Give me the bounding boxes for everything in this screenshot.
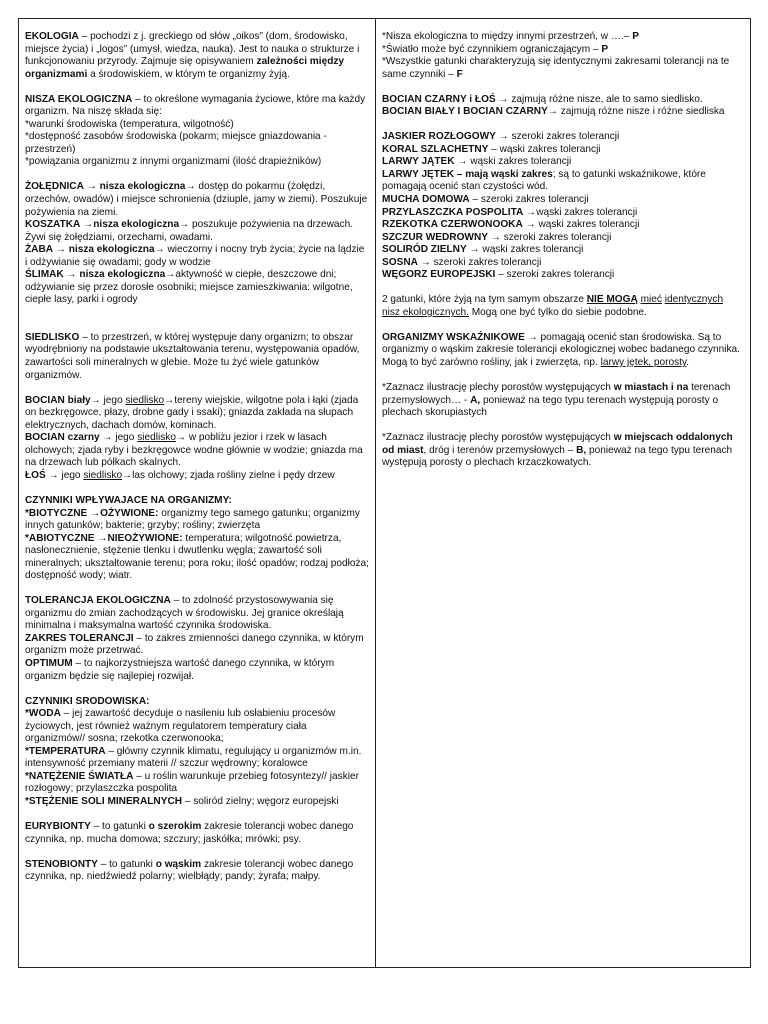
srodowiska-header: CZYNNIKI SRODOWISKA: bbox=[25, 695, 150, 707]
porosty-paragraph-1: *Zaznacz ilustrację plechy porostów występujących w miastach i na terenach przemysłowych… - A, ponieważ na tego typu terenach występują porosty o plechach skorupiastych bbox=[382, 382, 731, 419]
pair-item: BOCIAN CZARNY i ŁOŚ → zajmują różne nisze, ale to samo siedlisko. bbox=[382, 93, 703, 105]
right-arrow-icon: → bbox=[102, 432, 113, 444]
right-arrow-icon: → bbox=[490, 231, 501, 243]
species-item: SZCZUR WEDROWNY → szeroki zakres tolerancji bbox=[382, 231, 612, 243]
truefalse-item: *Nisza ekologiczna to między innymi przestrzeń, w ….– P bbox=[382, 31, 639, 42]
pair-item: BOCIAN BIAŁY I BOCIAN CZARNY→ zajmują różne nisze i różne siedliska bbox=[382, 106, 725, 118]
czynniki-biotyczne: *BIOTYCZNE →OŻYWIONE: organizmy tego samego gatunku; organizmy innych gatunków; bakterie; grzyby; rośliny; zwierzęta bbox=[25, 507, 360, 532]
right-arrow-icon: → bbox=[90, 394, 101, 406]
srodowiska-item: *STĘŻENIE SOLI MINERALNYCH – soliród zielny; węgorz europejski bbox=[25, 795, 339, 807]
species-item: KORAL SZLACHETNY – wąski zakres tolerancji bbox=[382, 143, 601, 155]
right-arrow-icon: → bbox=[526, 206, 537, 218]
right-arrow-icon: → bbox=[164, 394, 175, 406]
right-arrow-icon: → bbox=[83, 219, 94, 231]
right-arrow-icon: → bbox=[420, 256, 431, 268]
species-item: WĘGORZ EUROPEJSKI – szeroki zakres tolerancji bbox=[382, 269, 615, 281]
stenobionty-paragraph: STENOBIONTY – to gatunki o wąskim zakresie tolerancji wobec danego czynnika, np. niedźwiedź polarny; wielbłądy; pandy; żyrafa; małpy. bbox=[25, 858, 354, 883]
truefalse-item: *Światło może być czynnikiem ograniczającym – P bbox=[382, 43, 609, 55]
species-item: PRZYLASZCZKA POSPOLITA →wąski zakres tolerancji bbox=[382, 206, 638, 218]
right-arrow-icon: → bbox=[55, 244, 66, 256]
srodowiska-item: *NATĘŻENIE ŚWIATŁA – u roślin warunkuje przebieg fotosyntezy// jaskier rozłogowy; przylaszczka pospolita bbox=[25, 770, 359, 795]
species-item: JASKIER ROZŁOGOWY → szeroki zakres tolerancji bbox=[382, 131, 620, 143]
right-arrow-icon: → bbox=[90, 507, 101, 519]
eurybionty-paragraph: EURYBIONTY – to gatunki o szerokim zakresie tolerancji wobec danego czynnika, np. mucha domowa; szczury; jaskółka; mrówki; psy. bbox=[25, 821, 354, 845]
species-item: MUCHA DOMOWA – szeroki zakres tolerancji bbox=[382, 194, 589, 206]
right-column bbox=[382, 31, 740, 482]
species-item: LARWY JĄTEK → wąski zakres tolerancji bbox=[382, 156, 572, 168]
two-species-paragraph: 2 gatunki, które żyją na tym samym obszarze NIE MOGĄ mieć identycznych nisz ekologicznych. Mogą one być tylko do siebie podobne. bbox=[382, 294, 724, 318]
species-item: SOLIRÓD ZIELNY → wąski zakres tolerancji bbox=[382, 244, 584, 256]
example-koszatka: KOSZATKA →nisza ekologiczna→ poszukuje pożywienia na drzewach. Żywi się żołędziami, orzechami, owadami. bbox=[25, 219, 353, 243]
right-arrow-icon: → bbox=[498, 131, 509, 143]
right-arrow-icon: → bbox=[175, 432, 187, 444]
srodowiska-item: *WODA – jej zawartość decyduje o nasileniu lub osłabieniu procesów życiowych, jest również ważnym regulatorem temperatury ciała organizmów// sosna; rzekotka czerwonooka; bbox=[25, 708, 336, 745]
right-arrow-icon: → bbox=[498, 93, 509, 105]
right-arrow-icon: → bbox=[86, 181, 97, 193]
right-arrow-icon: → bbox=[547, 106, 558, 118]
bocian-czarny: BOCIAN czarny → jego siedlisko→ w pobliżu jezior i rzek w lasach olchowych; zjada ryby i bezkręgowce wodne głównie w wodzie; gniazda ma na drzewach lub półkach skalnych. bbox=[25, 432, 363, 469]
species-item: SOSNA → szeroki zakres tolerancji bbox=[382, 256, 542, 268]
nisza-paragraph: NISZA EKOLOGICZNA – to określone wymagania życiowe, które ma każdy organizm. Na niszę składa się: bbox=[25, 93, 366, 118]
right-arrow-icon: → bbox=[185, 181, 196, 193]
right-arrow-icon: → bbox=[48, 469, 59, 481]
right-arrow-icon: → bbox=[457, 156, 468, 168]
nisza-item: *powiązania organizmu z innymi organizmami (ilość drapieżników) bbox=[25, 156, 322, 168]
left-column bbox=[25, 31, 369, 896]
right-arrow-icon: → bbox=[154, 244, 165, 256]
ekologia-paragraph: EKOLOGIA – pochodzi z j. greckiego od słów „oikos” (dom, środowisko, miejsce życia) i „logos” (umysł, wiedza, nauka). Jest to nauka o strukturze i funkcjonowaniu przyrody. Zajmuje się opisywaniem zależności między organizmami a środowiskiem, w którym te organizmy żyją. bbox=[25, 31, 360, 80]
porosty-paragraph-2: *Zaznacz ilustrację plechy porostów występujących w miejscach oddalonych od miast, dróg i terenów przemysłowych – B, ponieważ na tego typu terenach występują porosty o plechach krzaczkowatych. bbox=[382, 432, 733, 469]
right-arrow-icon: → bbox=[122, 469, 133, 481]
species-item: RZEKOTKA CZERWONOOKA → wąski zakres tolerancji bbox=[382, 219, 640, 231]
nisza-item: *warunki środowiska (temperatura, wilgotność) bbox=[25, 118, 234, 130]
right-arrow-icon: → bbox=[525, 219, 536, 231]
right-arrow-icon: → bbox=[66, 269, 77, 281]
los: ŁOŚ → jego siedlisko→las olchowy; zjada rośliny zielne i pędy drzew bbox=[25, 469, 335, 481]
zakres-paragraph: ZAKRES TOLERANCJI – to zakres zmienności danego czynnika, w którym organizm może przetrwać. bbox=[25, 632, 364, 657]
nisza-item: *dostępność zasobów środowiska (pokarm; miejsce gniazdowania - przestrzeń) bbox=[25, 131, 327, 155]
srodowiska-item: *TEMPERATURA – główny czynnik klimatu, regulujący u organizmów m.in. intensywność przemiany materii // szczur wędrowny; koralowce bbox=[25, 745, 362, 770]
column-divider bbox=[375, 19, 376, 967]
right-arrow-icon: → bbox=[97, 532, 108, 544]
czynniki-header: CZYNNIKI WPŁYWAJACE NA ORGANIZMY: bbox=[25, 494, 232, 506]
example-slimak: ŚLIMAK → nisza ekologiczna→aktywność w ciepłe, deszczowe dni; odżywianie się przez dorosłe osobniki; miejsce zamieszkiwania: wilgotne, ciepłe lasy, parki i ogrody bbox=[25, 269, 353, 306]
species-item: LARWY JĘTEK – mają wąski zakres; są to gatunki wskaźnikowe, które pomagają ocenić stan czystości wód. bbox=[382, 168, 706, 193]
optimum-paragraph: OPTIMUM – to najkorzystniejsza wartość danego czynnika, w którym organizm będzie się najlepiej rozwijał. bbox=[25, 658, 335, 682]
right-arrow-icon: → bbox=[179, 219, 190, 231]
page-frame bbox=[18, 18, 751, 968]
right-arrow-icon: → bbox=[165, 269, 176, 281]
siedlisko-paragraph: SIEDLISKO – to przestrzeń, w której występuje dany organizm; to obszar wyodrębniony na podstawie ukształtowania terenu, występowania opadów, zawartości soli mineralnych w glebie. Może tu żyć wiele gatunków organizmów. bbox=[25, 331, 360, 381]
tolerancja-paragraph: TOLERANCJA EKOLOGICZNA – to zdolność przystosowywania się organizmu do zmian zachodzących w środowisku. Jej granice określają minimalna i maksymalna wartość czynnika środowiska. bbox=[25, 595, 344, 632]
wskazniki-paragraph: ORGANIZMY WSKAŹNIKOWE → pomagają ocenić stan środowiska. Są to organizmy o wąskim zakresie tolerancji ekologicznej wobec badanego czynnika. Mogą to być zarówno rośliny, jak i zwierzęta, np. larwy jętek, porosty. bbox=[382, 331, 740, 369]
truefalse-item: *Wszystkie gatunki charakteryzują się identycznymi zakresami tolerancji na te same czynniki – F bbox=[382, 56, 730, 80]
bocian-bialy: BOCIAN biały→ jego siedlisko→tereny wiejskie, wilgotne pola i łąki (zjada on bezkręgowce, płazy, drobne gady i ssaki); gniazda zakłada na słupach elektrycznych, dachach domów, kominach. bbox=[25, 394, 359, 431]
right-arrow-icon: → bbox=[527, 331, 538, 343]
example-zaba: ŻABA → nisza ekologiczna→ wieczorny i nocny tryb życia; życie na lądzie i odżywianie się owadami; gody w wodzie bbox=[25, 244, 365, 268]
example-zoledzica: ŻOŁĘDNICA → nisza ekologiczna→ dostęp do pokarmu (żołędzi, orzechów, owadów) i miejsce schronienia (dziuple, jamy w ziemi). Poszukuje pożywienia na ziemi. bbox=[25, 181, 368, 218]
czynniki-abiotyczne: *ABIOTYCZNE →NIEOŻYWIONE: temperatura; wilgotność powietrza, nasłonecznienie, stężenie tlenku i dwutlenku węgla; zawartość soli mineralnych; ukształtowanie terenu; pora roku; ilość opadów; rodzaj podłoża; dostępność wody; wiatr. bbox=[25, 532, 369, 582]
right-arrow-icon: → bbox=[469, 244, 480, 256]
